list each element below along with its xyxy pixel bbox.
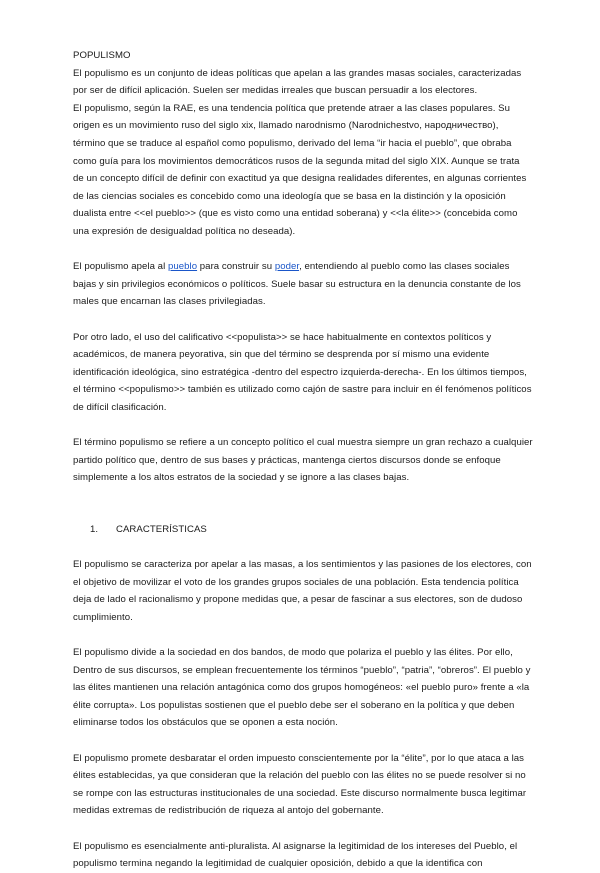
paragraph-pueblo-text-2: para construir su xyxy=(197,261,275,273)
paragraph-otro-lado: Por otro lado, el uso del calificativo <<populista>> se hace habitualmente en contextos políticos y académicos, de manera peyorativa, sin que del término se desprenda por sí mismo una evidente identificación ideológica, sino estratégica -dentro del espectro izquierda-derecha-. En los últimos tiempos, el término <<populismo>> también es utilizado como cajón de sastre para incluir en él fenómenos políticos de difícil clasificación. xyxy=(73,331,532,413)
intro-paragraph-2: El populismo, según la RAE, es una tendencia política que pretende atraer a las clases populares. Su origen es un movimiento ruso del siglo xix, llamado narodnismo (Narodnichestvo, народничество), término que se traduce al español como populismo, derivado del lema “ir hacia el pueblo”, que obraba como guía para los movimientos democráticos rusos de la segunda mitad del siglo XIX. Aunque se trata de un concepto difícil de definir con exactitud ya que designa realidades diferentes, en algunas corrientes de las ciencias sociales es concebido como una ideología que se basa en la distinción y la oposición dualista entre <<el pueblo>> (que es visto como una entidad soberana) y <<la élite>> (concebida como una expresión de desigualdad política no deseada). xyxy=(73,102,527,237)
document-body xyxy=(73,47,533,873)
paragraph-pueblo xyxy=(73,258,533,311)
link-poder[interactable]: poder xyxy=(274,261,300,273)
characteristic-paragraph-1: El populismo se caracteriza por apelar a las masas, a los sentimientos y las pasiones de los electores, con el objetivo de movilizar el voto de los grandes grupos sociales de una población. Esta tendencia política deja de lado el racionalismo y propone medidas que, a pesar de fascinar a sus electores, son de dudoso cumplimiento. xyxy=(73,559,532,623)
paragraph-pueblo-text-1: El populismo apela al xyxy=(73,261,168,273)
characteristic-paragraph-2: El populismo divide a la sociedad en dos bandos, de modo que polariza el pueblo y las élites. Por ello, Dentro de sus discursos, se emplean frecuentemente los términos “pueblo”, “patria”, “obreros”. El pueblo y las élites mantienen una relación antagónica como dos grupos homogéneos: «el pueblo puro» frente a «la élite corrupta». Los populistas sostienen que el pueblo debe ser el soberano en la política y que deben eliminarse todos los obstáculos que se oponen a esta noción. xyxy=(73,647,531,729)
section-heading-caracteristicas xyxy=(73,521,533,539)
characteristic-paragraph-3: El populismo promete desbaratar el orden impuesto conscientemente por la “élite”, por lo que ataca a las élites establecidas, ya que consideran que la relación del pueblo con las élites no se puede resolver si no se rompe con las estructuras institucionales de una sociedad. Este discurso normalmente busca legitimar medidas extremas de redistribución de riqueza al antojo del gobernante. xyxy=(73,752,527,817)
characteristic-paragraph-4: El populismo es esencialmente anti-pluralista. Al asignarse la legitimidad de los intereses del Pueblo, el populismo termina negando la legitimidad de cualquier oposición, debido a que la identifica con xyxy=(73,840,518,870)
intro-paragraph-1: El populismo es un conjunto de ideas políticas que apelan a las grandes masas sociales, caracterizadas por ser de difícil aplicación. Suelen ser medidas irreales que buscan persuadir a los electores. xyxy=(73,67,522,97)
section-number: 1. xyxy=(90,523,99,535)
document-title: POPULISMO xyxy=(73,50,131,61)
section-title: CARACTERÍSTICAS xyxy=(116,523,207,535)
link-pueblo[interactable]: pueblo xyxy=(167,261,198,273)
paragraph-pueblo-text-3: , entendiendo al pueblo como las clases sociales bajas y sin privilegios económicos o políticos. Suele basar su estructura en la denuncia constante de los males que encarnan las clases privilegiadas. xyxy=(73,261,521,308)
paragraph-termino: El término populismo se refiere a un concepto político el cual muestra siempre un gran rechazo a cualquier partido político que, dentro de sus bases y prácticas, mantenga ciertos discursos donde se enfoque simplemente a los altos estratos de la sociedad y se ignore a las clases bajas. xyxy=(73,437,533,484)
